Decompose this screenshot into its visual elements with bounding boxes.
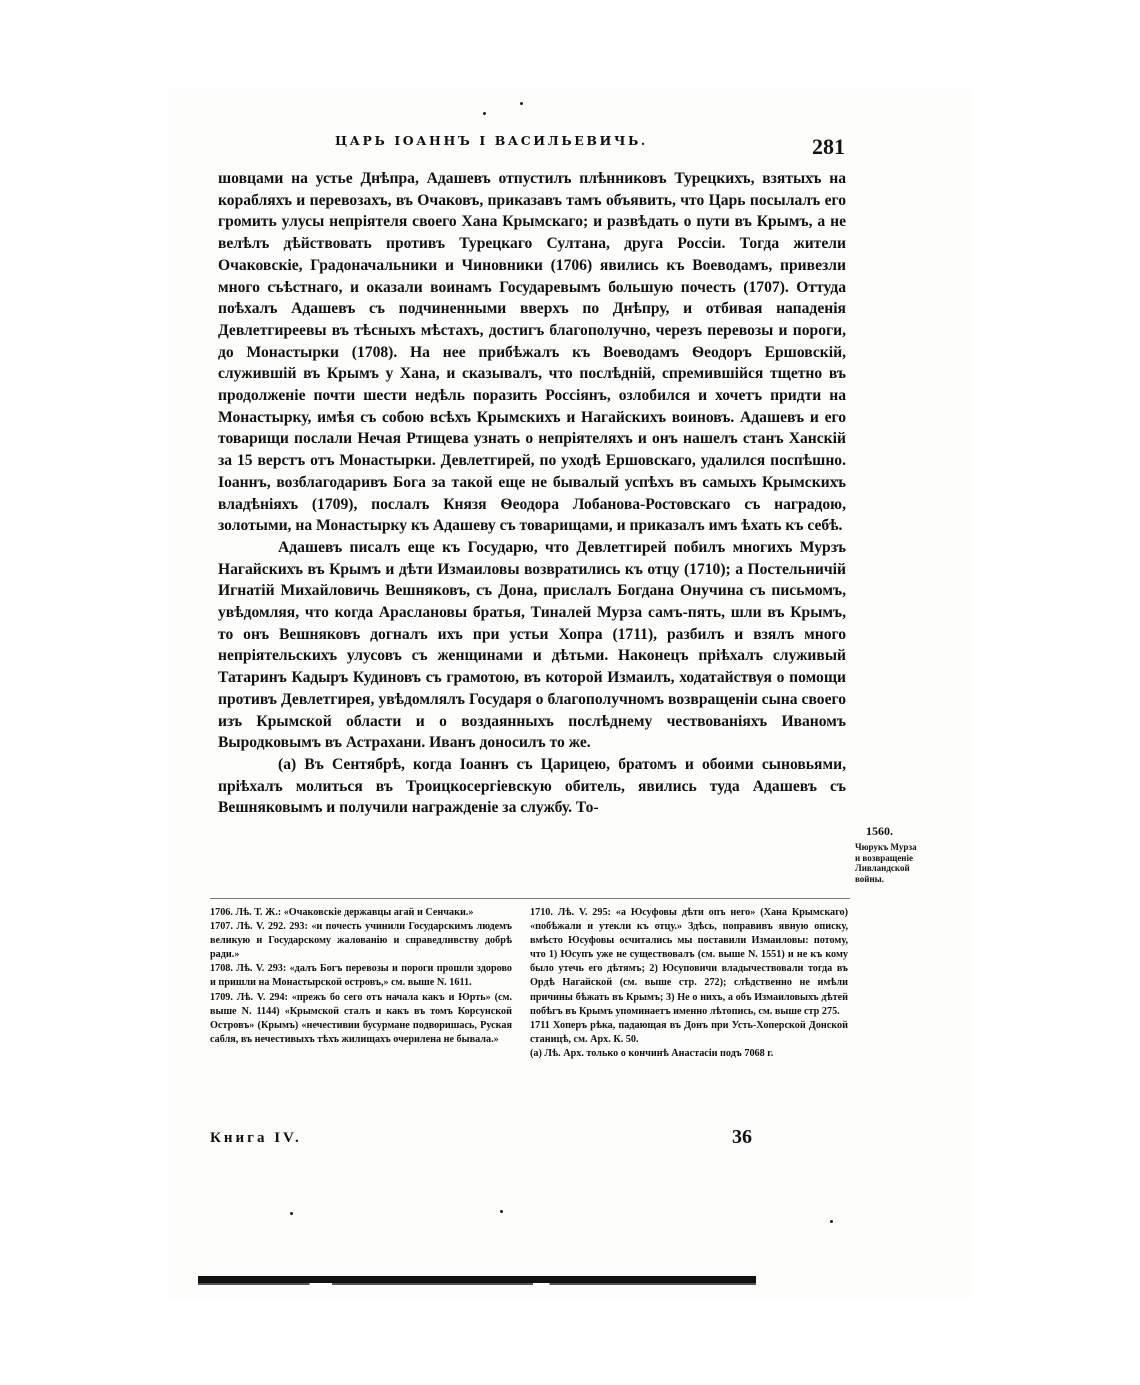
marginal-note: Чюрукъ Мурза и возвращеніе Ливландской войны.	[855, 842, 917, 884]
scan-speck	[830, 1220, 833, 1223]
paragraph: (а) Въ Сентябрѣ, когда Іоаннъ съ Царицею, братомъ и обоими сыновьями, пріѣхалъ молиться въ Троицкосергіевскую обитель, явились туда Адашевъ съ Вешняковымъ и получили награжденіе за службу. То-	[218, 755, 846, 817]
paragraph: Адашевъ писалъ еще къ Государю, что Девлетгирей побилъ многихъ Мурзъ Нагайскихъ въ Крымъ и дѣти Измаиловы возвратились къ отцу (1710); а Постельничій Игнатій Михайловичь Вешняковъ, съ Дона, прислалъ Богдана Онучина съ письмомъ, увѣдомляя, что когда Араслановы братья, Тиналей Мурза самъ-пять, шли въ Крымъ, то онъ Вешняковъ догналъ ихъ при устьи Хопра (1711), разбилъ и взялъ много непріятельскихъ улусовъ съ женщинами и дѣтьми. Наконецъ пріѣхалъ служивый Татаринъ Кадыръ Кудиновъ съ грамотою, въ которой Измаилъ, ходатайствуя о помощи противъ Девлетгирея, увѣдомлялъ Государя о благополучномъ возвращеніи сына своего изъ Крымской области и о воздаянныхъ послѣднему чествованіяхъ Иваномъ Выродковымъ въ Астрахани. Иванъ доносилъ то же.	[218, 538, 846, 752]
footnotes-left-column	[210, 906, 512, 1047]
scan-speck	[290, 1212, 293, 1215]
page-number: 281	[812, 134, 845, 159]
footnotes-right-column	[530, 906, 848, 1061]
footnote: 1710. Лѣ. V. 295: «а Юсуфовы дѣти опъ него» (Хана Крымскаго) «побѣжали и утекли къ отцу.» Здѣсь, поправивъ явную описку, вмѣсто Юсуфовы осчитались мы поставили Измаиловы: потому, что 1) Юсупъ уже не существовалъ (см. выше N. 1551) и не къ кому было утечь его дѣтямъ; 2) Юсуповичи владычествовали тогда въ Ордѣ Нагайской (см. выше стр. 272); слѣдственно не имѣли причины бѣжать въ Крымъ; 3) Не о нихъ, а объ Измаиловыхъ дѣтей побѣгъ въ Крымъ упоминаетъ именно лѣтопись, см. выше стр 275.	[530, 907, 848, 1017]
main-text	[218, 168, 846, 819]
signature-number: 36	[732, 1126, 752, 1148]
scan-edge-bar	[198, 1276, 756, 1283]
scan-speck	[500, 1210, 503, 1213]
marginal-year: 1560.	[866, 824, 893, 838]
footnote-divider	[210, 898, 850, 899]
footnote: 1708. Лѣ. V. 293: «далъ Богъ перевозы и пороги прошли здорово и пришли на Монастырской островъ,» см. выше N. 1611.	[210, 963, 512, 989]
paragraph: шовцами на устье Днѣпра, Адашевъ отпустилъ плѣнниковъ Турецкихъ, взятыхъ на корабляхъ и перевозахъ, въ Очаковъ, приказавъ тамъ объявить, что Царь посылалъ его громить улусы непріятеля своего Хана Крымскаго; и развѣдать о пути въ Крымъ, а не велѣлъ дѣйствовать противъ Турецкаго Султана, друга Россіи. Тогда жители Очаковскіе, Градоначальники и Чиновники (1706) явились къ Воеводамъ, привезли много съѣстнаго, и оказали воинамъ Государевымъ большую почесть (1707). Оттуда поѣхалъ Адашевъ съ подчиненными вверхъ по Днѣпру, и отбивая нападенія Девлетгиреевы въ тѣсныхъ мѣстахъ, достигъ благополучно, черезъ перевозы и пороги, до Монастырки (1708). На нее прибѣжалъ къ Воеводамъ Ѳеодоръ Ершовскій, служившій въ Крымъ у Хана, и сказывалъ, что послѣдній, спремившійся тщетно въ продолженіе почти шести недѣль поразить Россіянъ, озлобился и хочетъ придти на Монастырку, имѣя съ собою всѣхъ Крымскихъ и Нагайскихъ воиновъ. Адашевъ и его товарищи послали Нечая Ртищева узнать о непріятеляхъ и онъ нашелъ станъ Ханскій за 15 верстъ отъ Монастырки. Девлетгирей, по уходѣ Ершовскаго, удалился поспѣшно. Іоаннъ, возблагодаривъ Бога за такой еще не бывалый успѣхъ въ самыхъ Крымскихъ владѣніяхъ (1709), послалъ Князя Ѳеодора Лобанова-Ростовскаго съ наградою, золотыми, на Монастырку къ Адашеву съ товарищами, и приказалъ имъ ѣхать къ себѣ.	[218, 170, 846, 535]
scan-speck	[520, 102, 523, 105]
scan-speck	[483, 112, 486, 115]
footnote: 1711 Хоперъ рѣка, падающая въ Донъ при Усть-Хоперской Донской станицѣ, см. Арх. К. 50.	[530, 1019, 848, 1045]
footnote: 1706. Лѣ. Т. Ж.: «Очаковскіе державцы агай и Сенчаки.»	[210, 907, 474, 918]
footnote: (а) Лѣ. Арх. только о кончинѣ Анастасіи подъ 7068 г.	[530, 1047, 774, 1059]
running-title: ЦАРЬ ІОАННЪ І ВАСИЛЬЕВИЧЬ.	[335, 133, 648, 148]
signature-mark: Книга IV.	[210, 1130, 302, 1146]
footnote: 1707. Лѣ. V. 292. 293: «и почесть учинили Государскимъ людемъ великую и Государскому жалованію и справедливству добрѣ ради.»	[210, 921, 512, 961]
footnote: 1709. Лѣ. V. 294: «прежъ бо сего отъ начала какъ и Юрть» (см. выше N. 1144) «Крымской сталъ и какъ въ томъ Корсунской Островъ» (Крымъ) «нечестивии бусурмане подворишась, Руская сабля, въ нечестивыхъ тѣхъ жилищахъ очерилена не бывала.»	[210, 991, 512, 1045]
